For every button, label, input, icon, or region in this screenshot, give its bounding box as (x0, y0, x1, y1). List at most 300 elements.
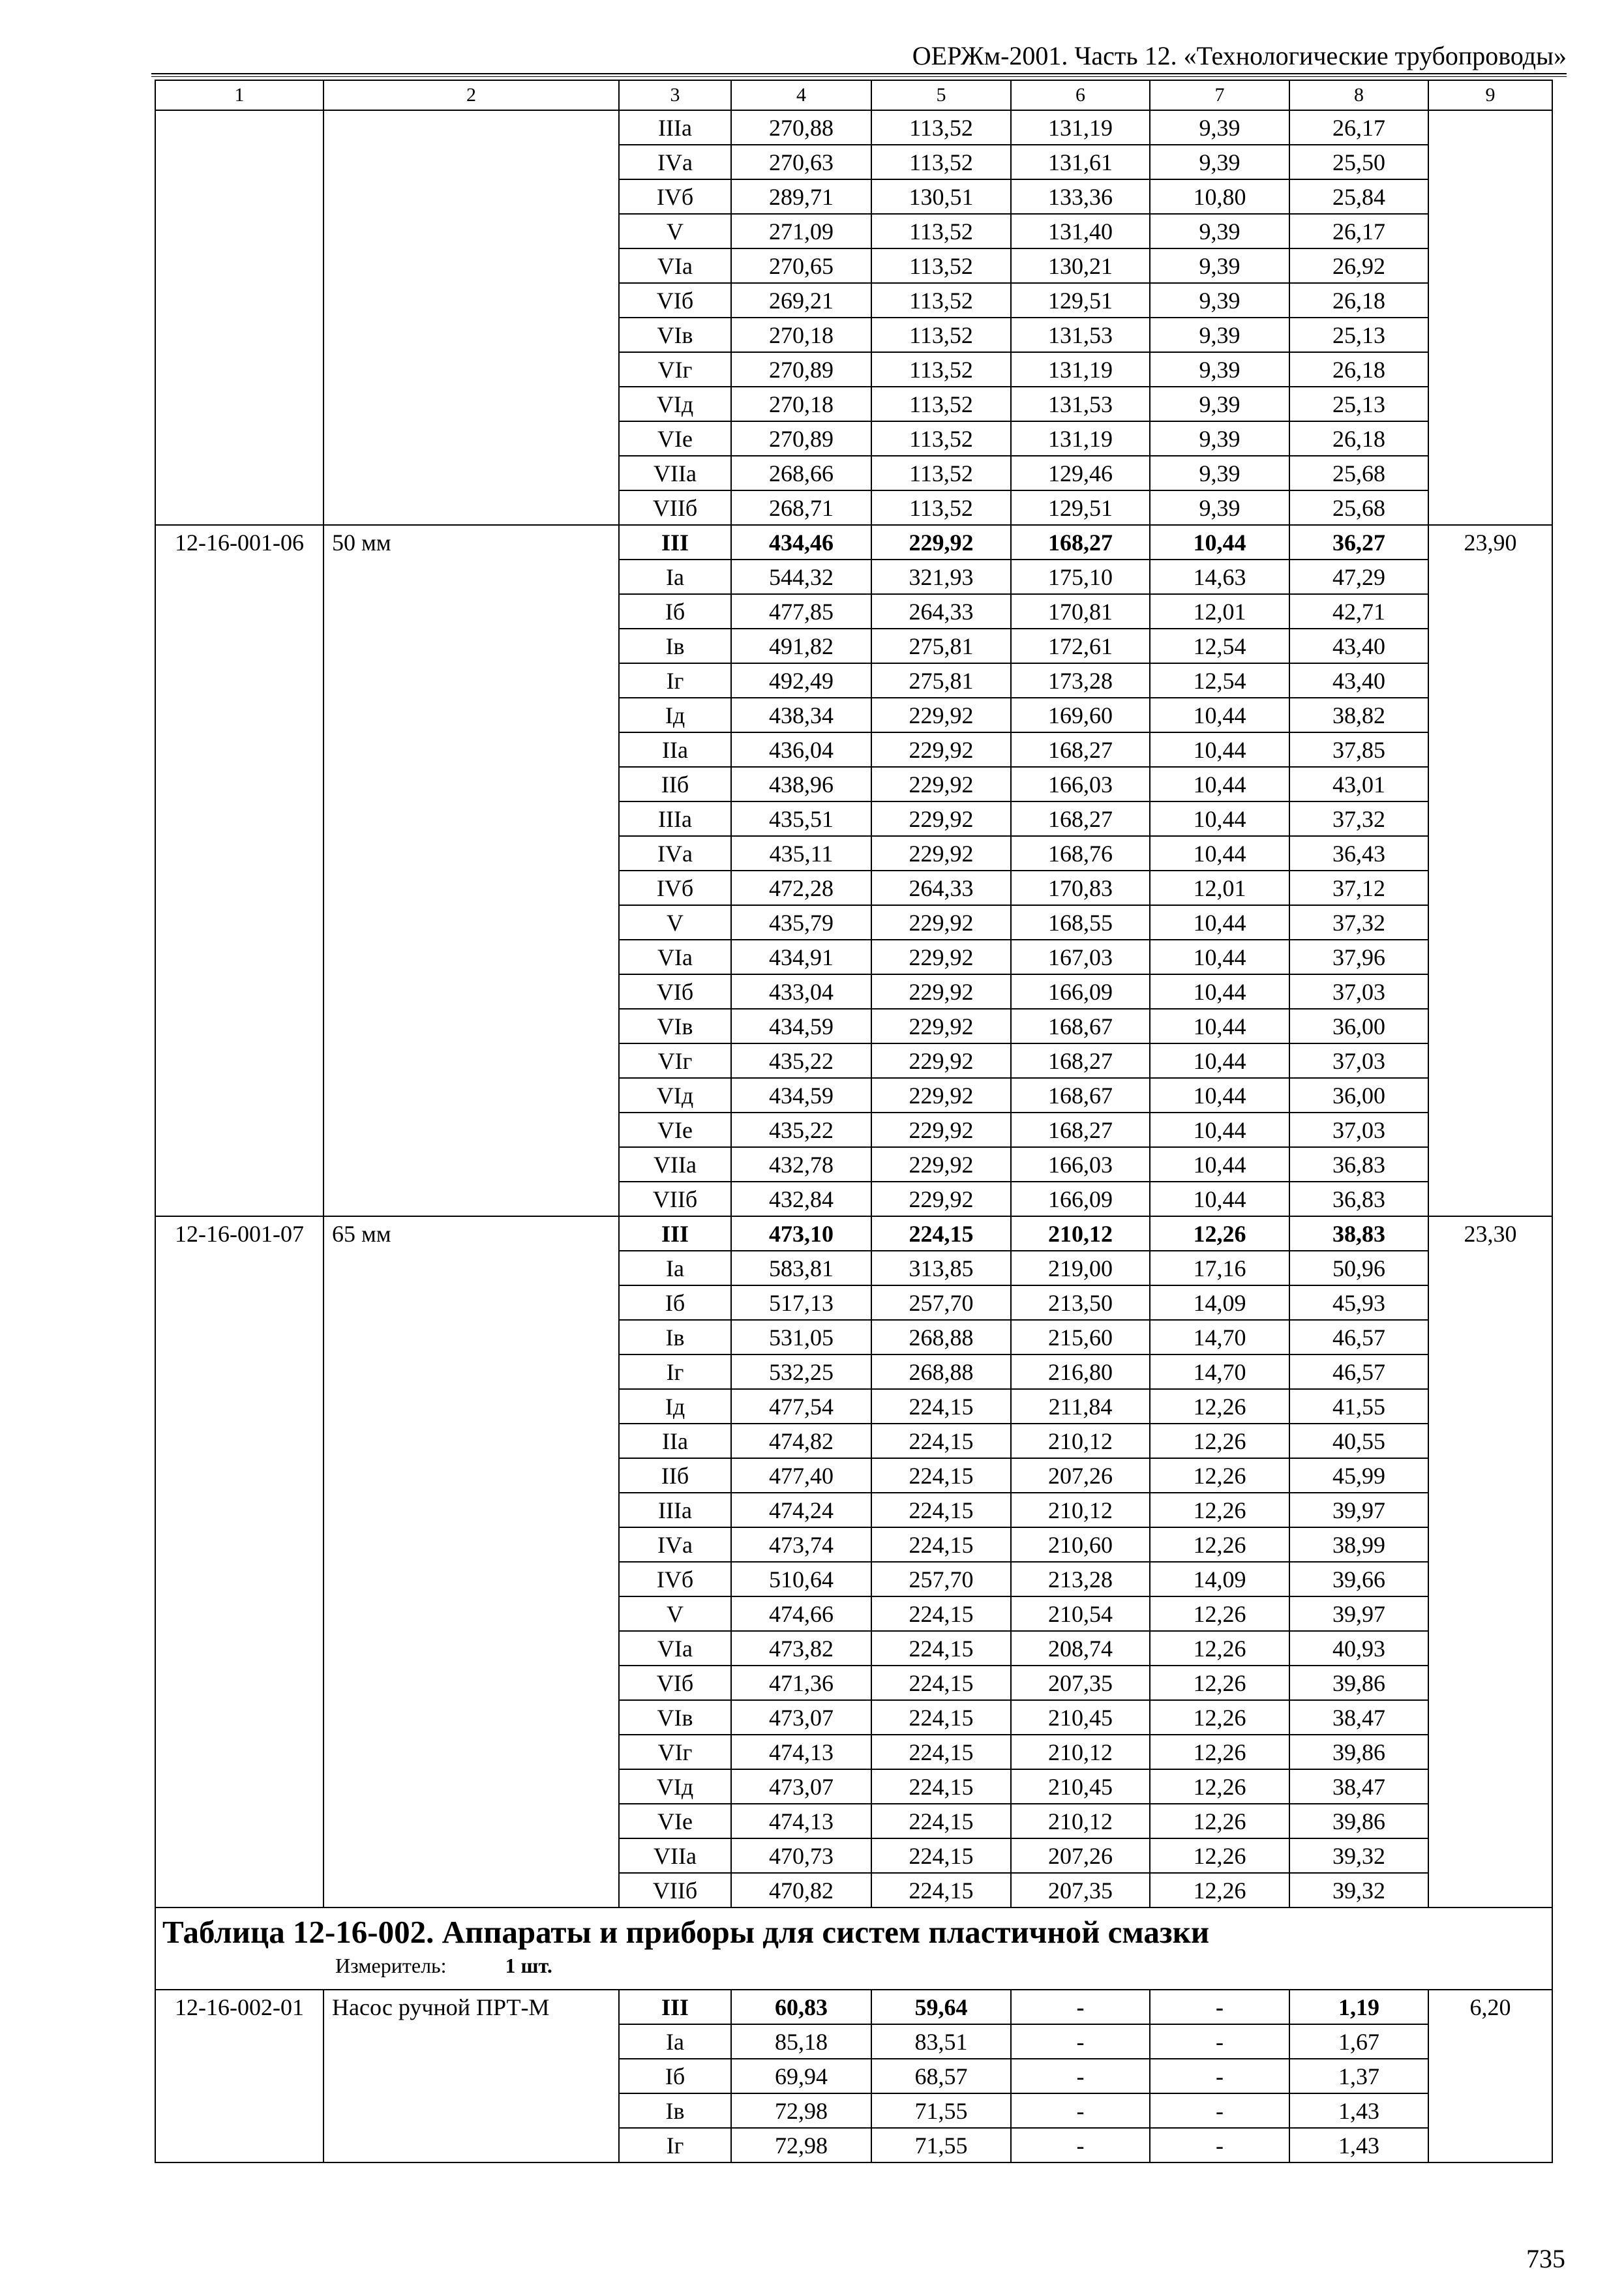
zone-cell: IVа (619, 145, 731, 179)
value-cell: 14,09 (1150, 1562, 1289, 1596)
value-cell: 170,83 (1011, 871, 1150, 905)
value-cell: 224,15 (871, 1596, 1011, 1631)
zone-cell: Iб (619, 594, 731, 629)
item-name: 65 мм (323, 1216, 619, 1908)
value-cell: 224,15 (871, 1804, 1011, 1838)
value-cell: 38,83 (1289, 1216, 1428, 1251)
value-cell: 207,35 (1011, 1666, 1150, 1700)
value-cell: 168,67 (1011, 1078, 1150, 1113)
zone-cell: VIг (619, 1735, 731, 1769)
value-cell: 10,44 (1150, 1113, 1289, 1147)
zone-cell: VIб (619, 974, 731, 1009)
value-cell: 169,60 (1011, 698, 1150, 732)
value-cell: 47,29 (1289, 560, 1428, 594)
column-number: 1 (155, 80, 323, 110)
value-cell: 131,61 (1011, 145, 1150, 179)
coefficient-cell: 23,30 (1428, 1216, 1552, 1908)
table-title-row (155, 1908, 1552, 1990)
zone-cell: IVб (619, 871, 731, 905)
value-cell: 435,51 (731, 801, 871, 836)
zone-cell: IIб (619, 767, 731, 801)
value-cell: 224,15 (871, 1389, 1011, 1424)
value-cell: 39,32 (1289, 1873, 1428, 1908)
value-cell: 26,17 (1289, 214, 1428, 248)
header-rule-thin (151, 76, 1567, 77)
table-title: Таблица 12-16-002. Аппараты и приборы для систем пластичной смазки (162, 1914, 1210, 1950)
value-cell: 1,19 (1289, 1990, 1428, 2024)
value-cell: 25,50 (1289, 145, 1428, 179)
value-cell: 470,82 (731, 1873, 871, 1908)
value-cell: 133,36 (1011, 179, 1150, 214)
value-cell: 275,81 (871, 629, 1011, 663)
value-cell: 470,73 (731, 1838, 871, 1873)
value-cell: 224,15 (871, 1873, 1011, 1908)
zone-cell: Iд (619, 698, 731, 732)
zone-cell: VIд (619, 387, 731, 421)
value-cell: 477,54 (731, 1389, 871, 1424)
value-cell: 9,39 (1150, 456, 1289, 490)
value-cell: 10,44 (1150, 525, 1289, 560)
zone-cell: V (619, 1596, 731, 1631)
value-cell: 1,37 (1289, 2059, 1428, 2093)
value-cell: 12,01 (1150, 594, 1289, 629)
value-cell: 289,71 (731, 179, 871, 214)
value-cell: 275,81 (871, 663, 1011, 698)
value-cell: 473,07 (731, 1769, 871, 1804)
zone-cell: Iв (619, 629, 731, 663)
value-cell: 36,27 (1289, 525, 1428, 560)
value-cell: 270,89 (731, 421, 871, 456)
zone-cell: VIIа (619, 1147, 731, 1182)
zone-cell: VIIб (619, 1182, 731, 1216)
zone-cell: III (619, 525, 731, 560)
zone-cell: Iд (619, 1389, 731, 1424)
value-cell: 229,92 (871, 1009, 1011, 1043)
zone-cell: IIб (619, 1458, 731, 1493)
value-cell: 474,24 (731, 1493, 871, 1527)
zone-cell: IIIа (619, 1493, 731, 1527)
value-cell: 175,10 (1011, 560, 1150, 594)
value-cell: 210,45 (1011, 1700, 1150, 1735)
value-cell: 168,76 (1011, 836, 1150, 871)
value-cell: 229,92 (871, 1147, 1011, 1182)
value-cell: 473,82 (731, 1631, 871, 1666)
value-cell: 26,92 (1289, 248, 1428, 283)
value-cell: 12,26 (1150, 1735, 1289, 1769)
zone-cell: VIд (619, 1769, 731, 1804)
value-cell: 313,85 (871, 1251, 1011, 1285)
value-cell: 438,96 (731, 767, 871, 801)
value-cell: 37,32 (1289, 801, 1428, 836)
value-cell: 36,00 (1289, 1078, 1428, 1113)
value-cell: 473,07 (731, 1700, 871, 1735)
value-cell: 113,52 (871, 145, 1011, 179)
value-cell: 474,13 (731, 1804, 871, 1838)
value-cell: 531,05 (731, 1320, 871, 1354)
item-name: 50 мм (323, 525, 619, 1216)
table-row (155, 110, 1552, 145)
value-cell: 12,26 (1150, 1666, 1289, 1700)
value-cell: 60,83 (731, 1990, 871, 2024)
value-cell: 113,52 (871, 283, 1011, 318)
coefficient-cell: 6,20 (1428, 1990, 1552, 2162)
value-cell: 435,22 (731, 1043, 871, 1078)
value-cell: 43,01 (1289, 767, 1428, 801)
value-cell: 210,12 (1011, 1735, 1150, 1769)
zone-cell: V (619, 214, 731, 248)
value-cell: 544,32 (731, 560, 871, 594)
value-cell: 130,21 (1011, 248, 1150, 283)
zone-cell: III (619, 1990, 731, 2024)
column-number: 7 (1150, 80, 1289, 110)
value-cell: 40,93 (1289, 1631, 1428, 1666)
value-cell: 14,09 (1150, 1285, 1289, 1320)
rate-code: 12-16-002-01 (155, 1990, 323, 2162)
zone-cell: VIб (619, 1666, 731, 1700)
zone-cell: VIIа (619, 456, 731, 490)
value-cell: 113,52 (871, 248, 1011, 283)
value-cell: 471,36 (731, 1666, 871, 1700)
value-cell: 10,44 (1150, 905, 1289, 940)
value-cell: 208,74 (1011, 1631, 1150, 1666)
value-cell: 113,52 (871, 387, 1011, 421)
zone-cell: VIг (619, 352, 731, 387)
value-cell: 10,44 (1150, 801, 1289, 836)
value-cell: 229,92 (871, 940, 1011, 974)
value-cell: 113,52 (871, 490, 1011, 525)
value-cell: 9,39 (1150, 352, 1289, 387)
zone-cell: VIе (619, 1804, 731, 1838)
value-cell: 213,50 (1011, 1285, 1150, 1320)
value-cell: 37,03 (1289, 974, 1428, 1009)
value-cell: 10,44 (1150, 1182, 1289, 1216)
value-cell: 25,68 (1289, 490, 1428, 525)
zone-cell: IIIа (619, 110, 731, 145)
value-cell: 270,18 (731, 387, 871, 421)
value-cell: 37,03 (1289, 1043, 1428, 1078)
value-cell: 172,61 (1011, 629, 1150, 663)
zone-cell: Iб (619, 2059, 731, 2093)
value-cell: 113,52 (871, 456, 1011, 490)
zone-cell: IIIа (619, 801, 731, 836)
zone-cell: Iв (619, 2093, 731, 2128)
value-cell: 14,70 (1150, 1354, 1289, 1389)
value-cell: 173,28 (1011, 663, 1150, 698)
item-name: Насос ручной ПРТ-М (323, 1990, 619, 2162)
value-cell: 210,12 (1011, 1493, 1150, 1527)
value-cell: 224,15 (871, 1735, 1011, 1769)
value-cell: 26,18 (1289, 283, 1428, 318)
value-cell: 434,59 (731, 1009, 871, 1043)
value-cell: 131,19 (1011, 421, 1150, 456)
value-cell: 517,13 (731, 1285, 871, 1320)
value-cell: 270,18 (731, 318, 871, 352)
value-cell: 229,92 (871, 767, 1011, 801)
rate-code: 12-16-001-07 (155, 1216, 323, 1908)
value-cell: 224,15 (871, 1216, 1011, 1251)
column-number: 3 (619, 80, 731, 110)
value-cell: 45,99 (1289, 1458, 1428, 1493)
value-cell: 83,51 (871, 2024, 1011, 2059)
value-cell: 10,44 (1150, 732, 1289, 767)
value-cell: 433,04 (731, 974, 871, 1009)
zone-cell: IIа (619, 1424, 731, 1458)
value-cell: 1,43 (1289, 2128, 1428, 2162)
value-cell: 492,49 (731, 663, 871, 698)
value-cell: 207,26 (1011, 1838, 1150, 1873)
zone-cell: Iб (619, 1285, 731, 1320)
value-cell: 12,26 (1150, 1596, 1289, 1631)
value-cell: 37,12 (1289, 871, 1428, 905)
value-cell: 130,51 (871, 179, 1011, 214)
zone-cell: VIIа (619, 1838, 731, 1873)
column-number: 2 (323, 80, 619, 110)
zone-cell: VIв (619, 318, 731, 352)
value-cell: 69,94 (731, 2059, 871, 2093)
value-cell: 12,26 (1150, 1493, 1289, 1527)
table-title-cell (155, 1908, 1552, 1990)
column-number: 6 (1011, 80, 1150, 110)
value-cell: 40,55 (1289, 1424, 1428, 1458)
meter-value: 1 шт. (505, 1954, 552, 1977)
value-cell: 224,15 (871, 1769, 1011, 1804)
value-cell: 168,27 (1011, 525, 1150, 560)
table-row (155, 1990, 1552, 2024)
value-cell: 472,28 (731, 871, 871, 905)
value-cell: 168,27 (1011, 1043, 1150, 1078)
zone-cell: VIа (619, 940, 731, 974)
column-number: 9 (1428, 80, 1552, 110)
value-cell: 113,52 (871, 318, 1011, 352)
value-cell: - (1150, 2024, 1289, 2059)
value-cell: 10,80 (1150, 179, 1289, 214)
value-cell: 37,32 (1289, 905, 1428, 940)
value-cell: - (1150, 1990, 1289, 2024)
zone-cell: Iг (619, 663, 731, 698)
value-cell: 207,26 (1011, 1458, 1150, 1493)
value-cell: 14,70 (1150, 1320, 1289, 1354)
value-cell: 36,83 (1289, 1147, 1428, 1182)
value-cell: 215,60 (1011, 1320, 1150, 1354)
value-cell: 71,55 (871, 2093, 1011, 2128)
value-cell: 10,44 (1150, 1078, 1289, 1113)
value-cell: - (1150, 2128, 1289, 2162)
zone-cell: Iг (619, 1354, 731, 1389)
value-cell: 25,84 (1289, 179, 1428, 214)
value-cell: 224,15 (871, 1527, 1011, 1562)
coefficient-cell (1428, 110, 1552, 525)
value-cell: 229,92 (871, 836, 1011, 871)
value-cell: 213,28 (1011, 1562, 1150, 1596)
value-cell: 12,54 (1150, 629, 1289, 663)
value-cell: 168,27 (1011, 1113, 1150, 1147)
zone-cell: V (619, 905, 731, 940)
value-cell: 229,92 (871, 905, 1011, 940)
value-cell: 229,92 (871, 1043, 1011, 1078)
value-cell: 229,92 (871, 1113, 1011, 1147)
value-cell: 71,55 (871, 2128, 1011, 2162)
zone-cell: VIг (619, 1043, 731, 1078)
value-cell: 268,88 (871, 1354, 1011, 1389)
column-number: 4 (731, 80, 871, 110)
value-cell: 168,27 (1011, 801, 1150, 836)
value-cell: 12,01 (1150, 871, 1289, 905)
value-cell: 17,16 (1150, 1251, 1289, 1285)
value-cell: 168,67 (1011, 1009, 1150, 1043)
value-cell: 113,52 (871, 110, 1011, 145)
value-cell: 39,97 (1289, 1493, 1428, 1527)
value-cell: 12,54 (1150, 663, 1289, 698)
coefficient-cell: 23,90 (1428, 525, 1552, 1216)
column-number: 8 (1289, 80, 1428, 110)
value-cell: 36,43 (1289, 836, 1428, 871)
value-cell: 434,59 (731, 1078, 871, 1113)
value-cell: 229,92 (871, 974, 1011, 1009)
value-cell: 10,44 (1150, 698, 1289, 732)
value-cell: 216,80 (1011, 1354, 1150, 1389)
value-cell: 38,47 (1289, 1700, 1428, 1735)
value-cell: 9,39 (1150, 110, 1289, 145)
value-cell: 129,51 (1011, 490, 1150, 525)
value-cell: 10,44 (1150, 974, 1289, 1009)
value-cell: 166,09 (1011, 1182, 1150, 1216)
value-cell: 39,86 (1289, 1735, 1428, 1769)
value-cell: - (1011, 1990, 1150, 2024)
value-cell: 473,10 (731, 1216, 871, 1251)
value-cell: 166,03 (1011, 767, 1150, 801)
zone-cell: VIа (619, 1631, 731, 1666)
value-cell: - (1011, 2024, 1150, 2059)
value-cell: 10,44 (1150, 940, 1289, 974)
zone-cell: IVа (619, 836, 731, 871)
value-cell: 37,85 (1289, 732, 1428, 767)
value-cell: - (1150, 2093, 1289, 2128)
value-cell: 1,43 (1289, 2093, 1428, 2128)
zone-cell: VIб (619, 283, 731, 318)
value-cell: 9,39 (1150, 490, 1289, 525)
rates-table (155, 80, 1553, 2163)
value-cell: 12,26 (1150, 1838, 1289, 1873)
value-cell: 9,39 (1150, 421, 1289, 456)
value-cell: 435,11 (731, 836, 871, 871)
value-cell: 257,70 (871, 1285, 1011, 1320)
value-cell: 38,99 (1289, 1527, 1428, 1562)
zone-cell: VIд (619, 1078, 731, 1113)
value-cell: 39,66 (1289, 1562, 1428, 1596)
value-cell: 14,63 (1150, 560, 1289, 594)
value-cell: 12,26 (1150, 1873, 1289, 1908)
value-cell: 268,66 (731, 456, 871, 490)
value-cell: 37,03 (1289, 1113, 1428, 1147)
value-cell: 9,39 (1150, 145, 1289, 179)
value-cell: 9,39 (1150, 214, 1289, 248)
value-cell: 257,70 (871, 1562, 1011, 1596)
value-cell: 170,81 (1011, 594, 1150, 629)
value-cell: 39,86 (1289, 1666, 1428, 1700)
value-cell: 12,26 (1150, 1804, 1289, 1838)
meter-label: Измеритель: (335, 1954, 447, 1977)
zone-cell: Iв (619, 1320, 731, 1354)
item-name (323, 110, 619, 525)
value-cell: 224,15 (871, 1631, 1011, 1666)
value-cell: 270,65 (731, 248, 871, 283)
value-cell: 9,39 (1150, 248, 1289, 283)
value-cell: 50,96 (1289, 1251, 1428, 1285)
value-cell: 474,82 (731, 1424, 871, 1458)
value-cell: 72,98 (731, 2093, 871, 2128)
value-cell: 210,45 (1011, 1769, 1150, 1804)
value-cell: 438,34 (731, 698, 871, 732)
value-cell: 270,88 (731, 110, 871, 145)
value-cell: 166,09 (1011, 974, 1150, 1009)
value-cell: 271,09 (731, 214, 871, 248)
value-cell: 270,89 (731, 352, 871, 387)
value-cell: 224,15 (871, 1666, 1011, 1700)
value-cell: 113,52 (871, 214, 1011, 248)
value-cell: 168,55 (1011, 905, 1150, 940)
running-header: ОЕРЖм-2001. Часть 12. «Технологические трубопроводы» (912, 41, 1567, 70)
value-cell: 435,79 (731, 905, 871, 940)
value-cell: 46,57 (1289, 1320, 1428, 1354)
page-number: 735 (1526, 2244, 1565, 2273)
value-cell: 477,85 (731, 594, 871, 629)
value-cell: 269,21 (731, 283, 871, 318)
value-cell: 264,33 (871, 871, 1011, 905)
value-cell: 72,98 (731, 2128, 871, 2162)
value-cell: 207,35 (1011, 1873, 1150, 1908)
zone-cell: Iа (619, 1251, 731, 1285)
value-cell: 113,52 (871, 352, 1011, 387)
value-cell: 211,84 (1011, 1389, 1150, 1424)
value-cell: 9,39 (1150, 283, 1289, 318)
value-cell: - (1011, 2128, 1150, 2162)
value-cell: 37,96 (1289, 940, 1428, 974)
value-cell: 26,18 (1289, 352, 1428, 387)
value-cell: 432,84 (731, 1182, 871, 1216)
value-cell: 473,74 (731, 1527, 871, 1562)
value-cell: 129,46 (1011, 456, 1150, 490)
rate-code: 12-16-001-06 (155, 525, 323, 1216)
value-cell: 532,25 (731, 1354, 871, 1389)
value-cell: 474,66 (731, 1596, 871, 1631)
value-cell: 26,17 (1289, 110, 1428, 145)
value-cell: - (1011, 2059, 1150, 2093)
value-cell: 26,18 (1289, 421, 1428, 456)
value-cell: 85,18 (731, 2024, 871, 2059)
value-cell: 36,00 (1289, 1009, 1428, 1043)
zone-cell: VIе (619, 1113, 731, 1147)
value-cell: 167,03 (1011, 940, 1150, 974)
value-cell: 583,81 (731, 1251, 871, 1285)
column-number: 5 (871, 80, 1011, 110)
value-cell: 219,00 (1011, 1251, 1150, 1285)
zone-cell: Iа (619, 560, 731, 594)
zone-cell: III (619, 1216, 731, 1251)
zone-cell: VIв (619, 1700, 731, 1735)
zone-cell: IVб (619, 1562, 731, 1596)
value-cell: 131,53 (1011, 387, 1150, 421)
value-cell: 166,03 (1011, 1147, 1150, 1182)
value-cell: - (1150, 2059, 1289, 2093)
value-cell: 224,15 (871, 1424, 1011, 1458)
value-cell: 229,92 (871, 801, 1011, 836)
value-cell: 168,27 (1011, 732, 1150, 767)
value-cell: 477,40 (731, 1458, 871, 1493)
column-number-row (155, 80, 1552, 110)
value-cell: 9,39 (1150, 387, 1289, 421)
zone-cell: VIа (619, 248, 731, 283)
value-cell: 210,54 (1011, 1596, 1150, 1631)
